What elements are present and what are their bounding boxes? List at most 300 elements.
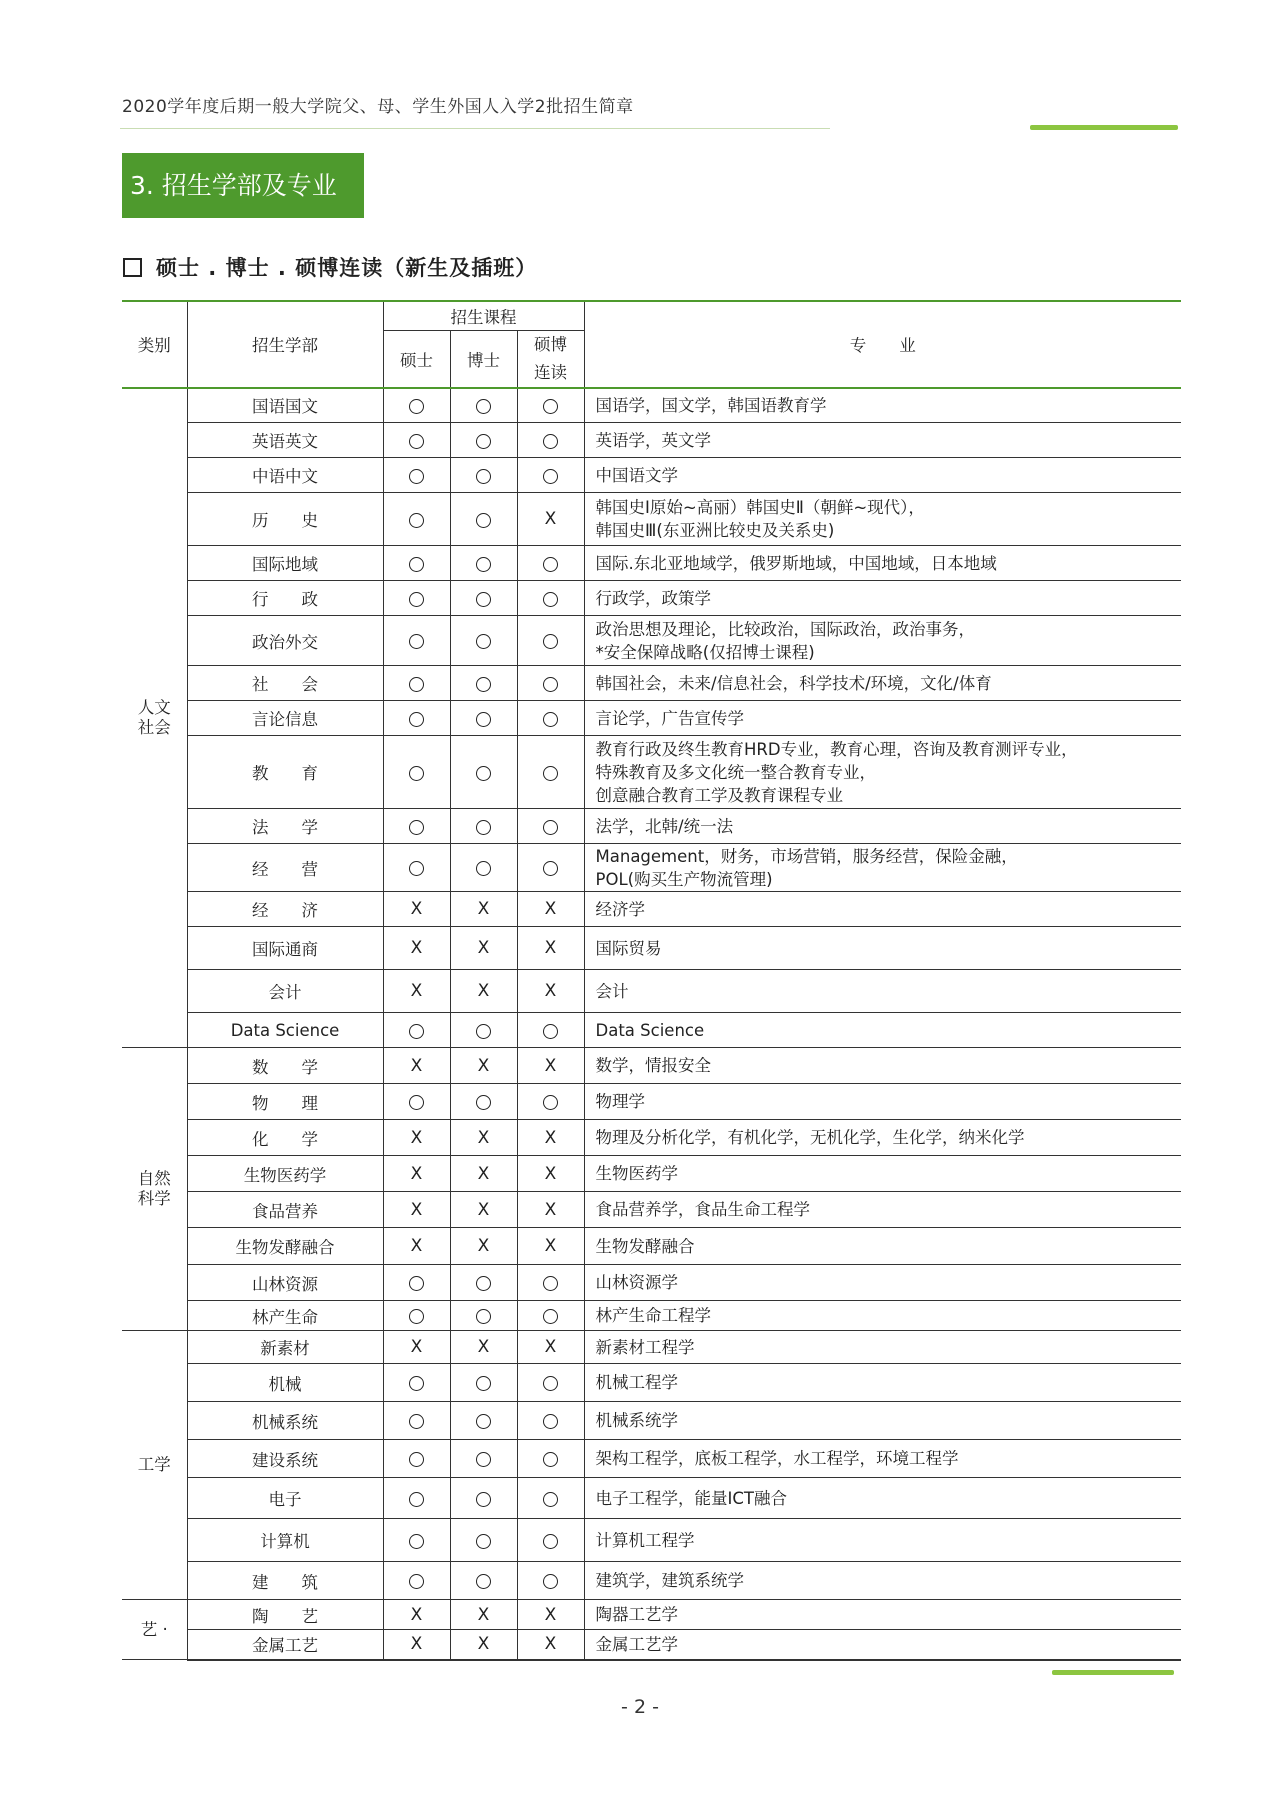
department-cell: 林产生命	[187, 1301, 383, 1331]
combined-mark	[517, 701, 584, 736]
department-cell: 食品营养	[187, 1192, 383, 1228]
cross-mark: X	[477, 1163, 490, 1184]
doctor-mark	[450, 1331, 517, 1364]
circle-icon	[476, 1376, 491, 1391]
cross-mark: X	[410, 1055, 423, 1076]
major-line: POL(购买生产物流管理)	[595, 869, 773, 889]
header-courses: 招生课程	[383, 301, 584, 330]
master-mark	[383, 1364, 450, 1402]
doctor-mark	[450, 1228, 517, 1265]
major-cell	[584, 1519, 1181, 1562]
combined-mark	[517, 1301, 584, 1331]
department-cell: 金属工艺	[187, 1630, 383, 1660]
department-cell: 经 济	[187, 892, 383, 927]
circle-icon	[476, 1095, 491, 1110]
combined-mark	[517, 1562, 584, 1600]
cross-mark: X	[544, 1236, 557, 1256]
master-mark	[383, 1519, 450, 1562]
department-cell: 行 政	[187, 581, 383, 616]
table-row	[122, 1192, 1181, 1228]
cross-mark: X	[410, 1127, 423, 1148]
circle-icon	[543, 1376, 558, 1391]
master-mark	[383, 1192, 450, 1228]
master-mark	[383, 736, 450, 809]
category-cell	[122, 388, 187, 1048]
major-line: 建筑学，建筑系统学	[595, 1571, 745, 1590]
cross-mark: X	[544, 981, 557, 1001]
table-row	[122, 1084, 1181, 1120]
circle-icon	[409, 399, 424, 414]
master-mark	[383, 1478, 450, 1519]
major-line: 数学，情报安全	[595, 1056, 712, 1075]
master-mark	[383, 546, 450, 581]
major-line: 陶器工艺学	[595, 1605, 679, 1624]
cross-mark: X	[410, 981, 423, 1001]
cross-mark: X	[410, 1236, 423, 1256]
circle-icon	[543, 1452, 558, 1467]
circle-icon	[476, 513, 491, 528]
major-line: 生物医药学	[595, 1164, 679, 1183]
doctor-mark	[450, 493, 517, 546]
major-line: Management，财务，市场营销，服务经营，保险金融，	[595, 846, 1018, 866]
table-row	[122, 1228, 1181, 1265]
master-mark	[383, 616, 450, 666]
circle-icon	[476, 434, 491, 449]
table-row	[122, 1630, 1181, 1660]
category-label: 人文社会	[137, 697, 171, 737]
major-line: 国语学，国文学，韩国语教育学	[595, 395, 827, 415]
circle-icon	[409, 1452, 424, 1467]
department-cell: 会计	[187, 970, 383, 1013]
major-cell	[584, 1013, 1181, 1048]
doctor-mark	[450, 581, 517, 616]
combined-mark	[517, 1364, 584, 1402]
major-cell	[584, 1630, 1181, 1660]
circle-icon	[409, 712, 424, 727]
combined-mark	[517, 927, 584, 970]
master-mark	[383, 581, 450, 616]
cross-mark: X	[544, 1337, 557, 1357]
combined-mark	[517, 844, 584, 892]
circle-icon	[409, 1414, 424, 1429]
combined-mark	[517, 1600, 584, 1630]
combined-mark	[517, 458, 584, 493]
circle-icon	[476, 766, 491, 781]
doctor-mark	[450, 1600, 517, 1630]
major-cell	[584, 736, 1181, 809]
table-row	[122, 1562, 1181, 1600]
circle-icon	[543, 1414, 558, 1429]
combined-mark	[517, 892, 584, 927]
circle-icon	[543, 1024, 558, 1039]
category-cell	[122, 1331, 187, 1600]
circle-icon	[409, 1276, 424, 1291]
master-mark	[383, 1331, 450, 1364]
circle-icon	[543, 1309, 558, 1324]
major-cell	[584, 970, 1181, 1013]
master-mark	[383, 892, 450, 927]
cross-mark: X	[544, 938, 557, 958]
major-line: 言论学，广告宣传学	[595, 708, 745, 728]
circle-icon	[409, 592, 424, 607]
master-mark	[383, 927, 450, 970]
combined-mark	[517, 1228, 584, 1265]
major-line: 林产生命工程学	[595, 1306, 712, 1325]
doctor-mark	[450, 701, 517, 736]
header-combined	[517, 330, 584, 388]
table-row	[122, 1478, 1181, 1519]
major-cell	[584, 546, 1181, 581]
master-mark	[383, 388, 450, 423]
cross-mark: X	[544, 1199, 557, 1220]
subheading-text: 硕士 . 博士 . 硕博连读（新生及插班）	[156, 256, 538, 280]
table-row	[122, 666, 1181, 701]
circle-icon	[409, 434, 424, 449]
combined-mark	[517, 581, 584, 616]
cross-mark: X	[544, 899, 557, 919]
circle-icon	[476, 592, 491, 607]
cross-mark: X	[477, 1634, 490, 1655]
master-mark	[383, 666, 450, 701]
master-mark	[383, 1120, 450, 1156]
circle-icon	[543, 557, 558, 572]
doctor-mark	[450, 546, 517, 581]
doctor-mark	[450, 1156, 517, 1192]
major-cell	[584, 666, 1181, 701]
doctor-mark	[450, 1013, 517, 1048]
accent-bar-bottom	[1052, 1670, 1174, 1675]
major-cell	[584, 616, 1181, 666]
combined-mark	[517, 1156, 584, 1192]
doctor-mark	[450, 1192, 517, 1228]
combined-mark	[517, 388, 584, 423]
major-line: 特殊教育及多文化统一整合教育专业，	[595, 762, 877, 782]
table-row	[122, 458, 1181, 493]
combined-mark	[517, 970, 584, 1013]
combined-mark	[517, 736, 584, 809]
doctor-mark	[450, 388, 517, 423]
master-mark	[383, 1084, 450, 1120]
doctor-mark	[450, 1630, 517, 1660]
table-row	[122, 388, 1181, 423]
master-mark	[383, 1228, 450, 1265]
cross-mark: X	[477, 1604, 490, 1625]
circle-icon	[409, 1376, 424, 1391]
cross-mark: X	[477, 899, 490, 919]
combined-mark	[517, 546, 584, 581]
doctor-mark	[450, 1519, 517, 1562]
circle-icon	[543, 677, 558, 692]
major-line: 电子工程学，能量ICT融合	[595, 1488, 787, 1508]
major-cell	[584, 1120, 1181, 1156]
table-row	[122, 701, 1181, 736]
major-cell	[584, 1156, 1181, 1192]
combined-mark	[517, 1013, 584, 1048]
circle-icon	[476, 1024, 491, 1039]
combined-mark	[517, 1120, 584, 1156]
department-cell: 数 学	[187, 1048, 383, 1084]
table-row	[122, 546, 1181, 581]
circle-icon	[409, 1574, 424, 1589]
major-line: 架构工程学，底板工程学，水工程学，环境工程学	[595, 1449, 959, 1468]
department-cell: 新素材	[187, 1331, 383, 1364]
category-label: 艺 ·	[140, 1619, 168, 1639]
major-line: *安全保障战略(仅招博士课程)	[595, 642, 815, 662]
major-line: 机械工程学	[595, 1373, 679, 1392]
major-cell	[584, 493, 1181, 546]
cross-mark: X	[477, 1337, 490, 1357]
cross-mark: X	[410, 1199, 423, 1220]
circle-icon	[543, 1492, 558, 1507]
combined-mark	[517, 666, 584, 701]
cross-mark: X	[477, 1199, 490, 1220]
master-mark	[383, 1301, 450, 1331]
accent-bar-top	[1030, 125, 1178, 130]
department-cell: 经 营	[187, 844, 383, 892]
department-cell: 历 史	[187, 493, 383, 546]
cross-mark: X	[410, 938, 423, 958]
doctor-mark	[450, 1364, 517, 1402]
major-cell	[584, 844, 1181, 892]
doctor-mark	[450, 1265, 517, 1301]
department-cell: 社 会	[187, 666, 383, 701]
combined-mark	[517, 1440, 584, 1478]
department-cell: 山林资源	[187, 1265, 383, 1301]
major-cell	[584, 388, 1181, 423]
combined-mark	[517, 423, 584, 458]
circle-icon	[409, 634, 424, 649]
circle-icon	[476, 1492, 491, 1507]
doctor-mark	[450, 1120, 517, 1156]
circle-icon	[543, 592, 558, 607]
checkbox-icon	[123, 258, 142, 277]
cross-mark: X	[477, 938, 490, 958]
department-cell: 教 育	[187, 736, 383, 809]
major-line: 韩国史Ⅲ(东亚洲比较史及关系史)	[595, 521, 835, 540]
master-mark	[383, 1630, 450, 1660]
major-cell	[584, 1228, 1181, 1265]
cross-mark: X	[544, 509, 557, 529]
table-row	[122, 423, 1181, 458]
document-title: 2020学年度后期一般大学院父、母、学生外国人入学2批招生简章	[122, 97, 634, 117]
combined-mark	[517, 1630, 584, 1660]
major-cell	[584, 1265, 1181, 1301]
doctor-mark	[450, 1301, 517, 1331]
major-cell	[584, 1478, 1181, 1519]
circle-icon	[476, 557, 491, 572]
combined-mark	[517, 809, 584, 844]
circle-icon	[409, 1492, 424, 1507]
circle-icon	[543, 469, 558, 484]
doctor-mark	[450, 1084, 517, 1120]
major-line: 机械系统学	[595, 1411, 679, 1430]
major-cell	[584, 423, 1181, 458]
table-row	[122, 1048, 1181, 1084]
circle-icon	[476, 861, 491, 876]
circle-icon	[476, 634, 491, 649]
doctor-mark	[450, 844, 517, 892]
table-row	[122, 844, 1181, 892]
circle-icon	[409, 557, 424, 572]
major-line: 山林资源学	[595, 1273, 679, 1292]
category-label: 工学	[137, 1455, 171, 1474]
master-mark	[383, 1562, 450, 1600]
department-cell: 生物医药学	[187, 1156, 383, 1192]
major-line: 中国语文学	[595, 465, 679, 485]
circle-icon	[409, 820, 424, 835]
department-cell: 国语国文	[187, 388, 383, 423]
table-row	[122, 970, 1181, 1013]
category-cell	[122, 1048, 187, 1331]
department-cell: 言论信息	[187, 701, 383, 736]
major-cell	[584, 1048, 1181, 1084]
major-line: 韩国史Ⅰ原始~高丽）韩国史Ⅱ（朝鲜~现代），	[595, 498, 925, 517]
programs-table	[122, 300, 1181, 1661]
cross-mark: X	[410, 1634, 423, 1655]
combined-mark	[517, 1192, 584, 1228]
department-cell: 政治外交	[187, 616, 383, 666]
major-cell	[584, 1364, 1181, 1402]
combined-mark	[517, 1084, 584, 1120]
department-cell: 英语英文	[187, 423, 383, 458]
major-line: 行政学，政策学	[595, 588, 712, 608]
header-category: 类别	[122, 301, 187, 388]
table-row	[122, 927, 1181, 970]
master-mark	[383, 970, 450, 1013]
master-mark	[383, 1013, 450, 1048]
table-row	[122, 1402, 1181, 1440]
table-row	[122, 581, 1181, 616]
doctor-mark	[450, 809, 517, 844]
doctor-mark	[450, 1562, 517, 1600]
circle-icon	[409, 1024, 424, 1039]
table-row	[122, 736, 1181, 809]
major-line: 会计	[595, 981, 629, 1001]
circle-icon	[476, 1452, 491, 1467]
header-major: 专 业	[584, 301, 1181, 388]
table-row	[122, 493, 1181, 546]
circle-icon	[409, 1095, 424, 1110]
department-cell: 物 理	[187, 1084, 383, 1120]
circle-icon	[543, 434, 558, 449]
major-cell	[584, 1600, 1181, 1630]
circle-icon	[409, 1534, 424, 1549]
combined-mark	[517, 1402, 584, 1440]
cross-mark: X	[410, 1337, 423, 1357]
department-cell: 法 学	[187, 809, 383, 844]
cross-mark: X	[410, 1163, 423, 1184]
department-cell: 化 学	[187, 1120, 383, 1156]
doctor-mark	[450, 970, 517, 1013]
department-cell: Data Science	[187, 1013, 383, 1048]
header-combined-text: 硕博连读	[534, 334, 567, 382]
circle-icon	[476, 712, 491, 727]
major-line: 生物发酵融合	[595, 1236, 695, 1256]
circle-icon	[476, 1534, 491, 1549]
header-master: 硕士	[383, 330, 450, 388]
doctor-mark	[450, 1048, 517, 1084]
doctor-mark	[450, 666, 517, 701]
table-row	[122, 1600, 1181, 1630]
header-doctor: 博士	[450, 330, 517, 388]
circle-icon	[543, 766, 558, 781]
department-cell: 中语中文	[187, 458, 383, 493]
major-cell	[584, 1301, 1181, 1331]
circle-icon	[543, 1276, 558, 1291]
circle-icon	[543, 634, 558, 649]
major-cell	[584, 1562, 1181, 1600]
subheading	[123, 252, 537, 282]
department-cell: 机械系统	[187, 1402, 383, 1440]
major-cell	[584, 1192, 1181, 1228]
combined-mark	[517, 493, 584, 546]
combined-mark	[517, 1331, 584, 1364]
circle-icon	[543, 861, 558, 876]
major-cell	[584, 458, 1181, 493]
major-cell	[584, 809, 1181, 844]
major-line: 物理学	[595, 1092, 646, 1111]
master-mark	[383, 493, 450, 546]
table-header	[122, 301, 1181, 388]
header-department: 招生学部	[187, 301, 383, 388]
major-cell	[584, 581, 1181, 616]
master-mark	[383, 1156, 450, 1192]
cross-mark: X	[544, 1163, 557, 1184]
cross-mark: X	[477, 1236, 490, 1256]
cross-mark: X	[477, 981, 490, 1001]
major-line: 国际贸易	[595, 938, 662, 958]
combined-mark	[517, 1048, 584, 1084]
circle-icon	[543, 399, 558, 414]
combined-mark	[517, 616, 584, 666]
major-line: 政治思想及理论，比较政治，国际政治，政治事务，	[595, 619, 976, 639]
cross-mark: X	[544, 1604, 557, 1625]
major-cell	[584, 701, 1181, 736]
combined-mark	[517, 1265, 584, 1301]
major-line: 新素材工程学	[595, 1337, 695, 1357]
doctor-mark	[450, 616, 517, 666]
circle-icon	[543, 1534, 558, 1549]
table-row	[122, 616, 1181, 666]
master-mark	[383, 809, 450, 844]
circle-icon	[476, 677, 491, 692]
department-cell: 计算机	[187, 1519, 383, 1562]
cross-mark: X	[477, 1055, 490, 1076]
circle-icon	[476, 399, 491, 414]
major-cell	[584, 1331, 1181, 1364]
table-row	[122, 1301, 1181, 1331]
department-cell: 国际地域	[187, 546, 383, 581]
major-line: 法学，北韩/统一法	[595, 816, 734, 836]
department-cell: 建设系统	[187, 1440, 383, 1478]
circle-icon	[543, 712, 558, 727]
table-row	[122, 1364, 1181, 1402]
cross-mark: X	[544, 1127, 557, 1148]
department-cell: 陶 艺	[187, 1600, 383, 1630]
circle-icon	[476, 1574, 491, 1589]
master-mark	[383, 1265, 450, 1301]
table-row	[122, 1519, 1181, 1562]
circle-icon	[409, 1309, 424, 1324]
cross-mark: X	[544, 1055, 557, 1076]
circle-icon	[409, 469, 424, 484]
category-label: 自然科学	[137, 1169, 171, 1208]
major-cell	[584, 892, 1181, 927]
master-mark	[383, 701, 450, 736]
table-row	[122, 809, 1181, 844]
circle-icon	[409, 766, 424, 781]
major-line: 教育行政及终生教育HRD专业，教育心理，咨询及教育测评专业，	[595, 739, 1078, 759]
